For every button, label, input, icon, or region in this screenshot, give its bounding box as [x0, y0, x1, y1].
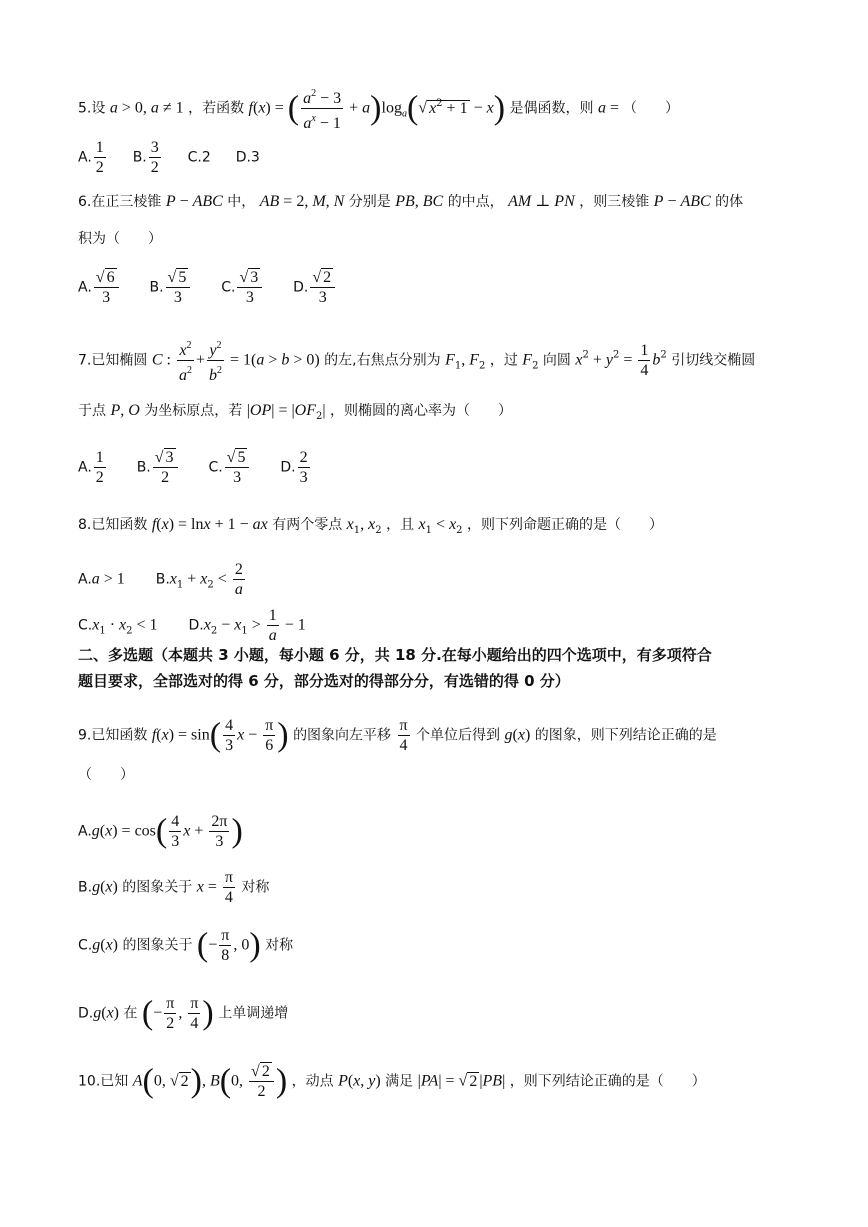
q7-opt-b: B. [136, 459, 151, 476]
q6-opt-c: C. [221, 279, 236, 296]
question-7: 7.已知椭圆 C : $\frac{x^2}{a^2}$ + $\frac{y^2}{b^2}$ = 1(a > b > 0) 的左,右焦点分别为 $F_1$, $F_2$ ，过 $F_2$ 向圆 $x^2 + y^2$ = $\frac{1}{4}$ $b^2$ 引切线交椭圆 [78, 336, 755, 385]
q6-mid: 中， [227, 194, 256, 210]
q8-t3: ，则下列命题正确的是（ ） [467, 517, 663, 533]
q6-mid4: ，则三棱锥 [579, 194, 650, 210]
q7-opt-c: C. [208, 459, 223, 476]
q8-options-ab: A.a > 1 $B.x_1 + x_2$ < $\frac{2}{a}$ [78, 561, 243, 598]
q6-opt-b: B. [149, 279, 164, 296]
question-6: 6.在正三棱锥 P − ABC 中， AB = 2, M, N 分别是 PB, BC 的中点， AM ⊥ PN ，则三棱锥 P − ABC 的体 [78, 193, 744, 210]
q9-opt-c: C.g(x) 的图象关于 (− $\frac{\pi}{8}$ , 0) 对称 [78, 926, 294, 964]
q5-paren: （ ） [622, 100, 679, 117]
q7-line1: 7.已知椭圆 [78, 352, 148, 369]
q5-cond: 若函数 [202, 100, 245, 117]
section-2-heading: 二、多选题（本题共 3 小题，每小题 6 分，共 18 分.在每小题给出的四个选项中，有多项符合 [78, 646, 712, 664]
q5-opt-b: B. [132, 149, 147, 166]
q8-opt-d: D. [188, 617, 204, 634]
q5-opt-a: A. [78, 149, 92, 166]
q6-options: A. $\frac{√ 6}{3}$ B. $\frac{√ 5}{3}$ C. $\frac{√ 3}{3}$ D. $\frac{√ 2}{3}$ [78, 268, 337, 307]
q9-t3: 的图象，则下列结论正确的是 [534, 727, 717, 744]
q7-t4: 引切线交椭圆 [671, 352, 756, 369]
q6-line1: 6.在正三棱锥 [78, 194, 162, 210]
q9-opt-d: D.g(x) 在 (− $\frac{\pi}{2}$ , $\frac{\pi}{4}$ ) 上单调递增 [78, 994, 289, 1032]
q6-mid5: 的体 [715, 194, 744, 210]
q8-opt-c: C. [78, 617, 93, 634]
q8-line1: 8.已知函数 [78, 517, 148, 533]
q6-line2: 积为（ ） [78, 231, 162, 247]
q6-mid3: 的中点， [447, 194, 504, 210]
q8-options-cd: $C.x_1 \cdot x_2 < 1$ $D.x_2 - x_1$ > $\frac{1}{a}$ − 1 [78, 607, 306, 644]
q6-opt-a: A. [78, 279, 92, 296]
q5-prefix: 5.设 [78, 100, 106, 117]
q6-opt-d: D. [293, 279, 309, 296]
q8-opt-a: A. [78, 571, 92, 588]
q9-t1: 的图象向左平移 [293, 727, 392, 744]
q9-opt-b: B.g(x) 的图象关于 x = $\frac{\pi}{4}$ 对称 [78, 869, 270, 906]
section-2-heading-line2: 题目要求，全部选对的得 6 分，部分选对的得部分分，有选错的得 0 分） [78, 672, 570, 690]
q6-mid2: 分别是 [348, 194, 391, 210]
q7-t3: 向圆 [542, 352, 571, 369]
q7-opt-d: D. [280, 459, 296, 476]
q9-t2: 个单位后得到 [416, 727, 501, 744]
q7-line2: 于点 P, O 为坐标原点，若 $|OP| = |OF_2|$ ，则椭圆的离心率为（ ） [78, 402, 513, 422]
q7-t1: 的左,右焦点分别为 [324, 352, 441, 369]
q7-options: A. $\frac{1}{2}$ B. $\frac{√ 3}{2}$ C. $\frac{√ 5}{3}$ D. $\frac{2}{3}$ [78, 449, 308, 486]
q5-opt-d: D.3 [235, 149, 260, 166]
q5-opt-c: C.2 [187, 149, 211, 166]
question-9: 9.已知函数 f(x) = sin( $\frac{4}{3}$ x − $\frac{\pi}{6}$ ) 的图象向左平移 $\frac{\pi}{4}$ 个单位后得到 g(x) 的图象，则下列结论正确的是 [78, 716, 717, 754]
q8-opt-b: B. [155, 571, 170, 588]
q10-t2: 满足 [385, 1073, 414, 1090]
q10-t1: ，动点 [291, 1073, 334, 1090]
q7-t2: ，过 [489, 352, 518, 369]
q7-opt-a: A. [78, 459, 92, 476]
question-10: 10.已知 A(0, √ 2), B(0, $\frac{√ 2}{2}$ ) ，动点 P(x, y) 满足 |PA| = √ 2 |PB| ，则下列结论正确的是（ ） [78, 1062, 706, 1100]
question-5: 5.设 a > 0, a ≠ 1 ，若函数 f(x) = ( $\frac{a^2 - 3}{a^x - 1}$ + $a)\log_a(√$ $x^2 + 1 - x$) 是偶函数，则 a = （ ） [78, 84, 679, 133]
q9-opt-a: A.g(x) = cos( $\frac{4}{3}$ x + $\frac{2\pi}{3}$ ) [78, 812, 243, 850]
question-8: 8.已知函数 f(x) = lnx + 1 − ax 有两个零点 $x_1$, $x_2$ ，且 $x_1 < x_2$ ，则下列命题正确的是（ ） [78, 516, 663, 536]
q10-line1: 10.已知 [78, 1073, 129, 1090]
q9-paren: （ ） [78, 767, 134, 783]
q5-options: A. $\frac{1}{2}$ B. $\frac{3}{2}$ C.2 D.3 [78, 139, 260, 176]
q8-t2: ，且 [386, 517, 415, 533]
q8-t1: 有两个零点 [272, 517, 343, 533]
q9-line1: 9.已知函数 [78, 727, 148, 744]
q10-t3: ，则下列结论正确的是（ ） [509, 1073, 706, 1090]
q5-is-even: 是偶函数，则 [509, 100, 594, 117]
